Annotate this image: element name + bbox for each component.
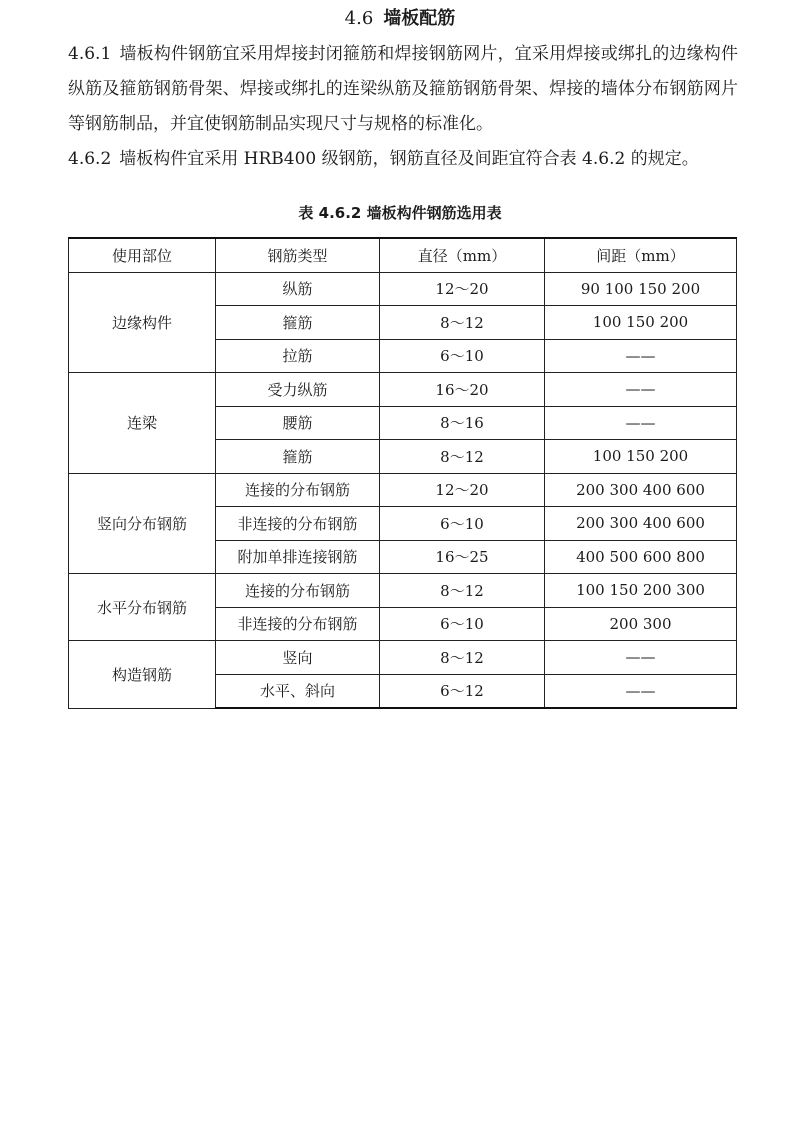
diameter-cell: 12～20 [380, 272, 545, 306]
spacing-cell: 200 300 [545, 607, 737, 641]
spacing-cell: —— [545, 406, 737, 440]
rebar-type-cell: 拉筋 [216, 339, 380, 373]
rebar-type-cell: 非连接的分布钢筋 [216, 507, 380, 541]
diameter-cell: 8～12 [380, 574, 545, 608]
location-cell: 构造钢筋 [69, 641, 216, 709]
rebar-type-cell: 受力纵筋 [216, 373, 380, 407]
diameter-cell: 6～12 [380, 674, 545, 708]
section-title: 墙板配筋 [383, 8, 456, 29]
table-caption: 表 4.6.2 墙板构件钢筋选用表 [298, 204, 502, 222]
rebar-type-cell: 附加单排连接钢筋 [216, 540, 380, 574]
rebar-type-cell: 箍筋 [216, 440, 380, 474]
diameter-cell: 12～20 [380, 473, 545, 507]
location-cell: 竖向分布钢筋 [69, 473, 216, 574]
rebar-type-cell: 非连接的分布钢筋 [216, 607, 380, 641]
rebar-type-cell: 水平、斜向 [216, 674, 380, 708]
rebar-type-cell: 连接的分布钢筋 [216, 574, 380, 608]
clause-4-6-2 [68, 142, 738, 177]
rebar-type-cell: 连接的分布钢筋 [216, 473, 380, 507]
table-header-row [69, 238, 737, 272]
diameter-cell: 8～12 [380, 440, 545, 474]
spacing-cell: —— [545, 339, 737, 373]
spacing-cell: 90 100 150 200 [545, 272, 737, 306]
clause-number: 4.6.1 [68, 44, 112, 64]
section-heading [0, 6, 800, 32]
spacing-cell: 100 150 200 [545, 306, 737, 340]
location-cell: 边缘构件 [69, 272, 216, 373]
table-row [69, 473, 737, 507]
table-row [69, 373, 737, 407]
rebar-type-cell: 箍筋 [216, 306, 380, 340]
diameter-cell: 8～12 [380, 306, 545, 340]
location-cell: 水平分布钢筋 [69, 574, 216, 641]
header-spacing: 间距（mm） [545, 238, 737, 272]
spacing-cell: —— [545, 641, 737, 675]
diameter-cell: 16～20 [380, 373, 545, 407]
diameter-cell: 6～10 [380, 607, 545, 641]
rebar-selection-table [68, 237, 737, 709]
diameter-cell: 6～10 [380, 339, 545, 373]
location-cell: 连梁 [69, 373, 216, 474]
diameter-cell: 8～16 [380, 406, 545, 440]
spacing-cell: —— [545, 373, 737, 407]
clause-number: 4.6.2 [68, 149, 112, 169]
table-row [69, 641, 737, 675]
table-row [69, 574, 737, 608]
rebar-type-cell: 腰筋 [216, 406, 380, 440]
section-number: 4.6 [344, 8, 374, 29]
header-rebar-type: 钢筋类型 [216, 238, 380, 272]
spacing-cell: 100 150 200 [545, 440, 737, 474]
spacing-cell: 200 300 400 600 [545, 473, 737, 507]
spacing-cell: 200 300 400 600 [545, 507, 737, 541]
clause-text: 墙板构件宜采用 HRB400 级钢筋，钢筋直径及间距宜符合表 4.6.2 的规定。 [119, 149, 699, 169]
clause-text: 墙板构件钢筋宜采用焊接封闭箍筋和焊接钢筋网片，宜采用焊接或绑扎的边缘构件纵筋及箍筋钢筋骨架、焊接或绑扎的连梁纵筋及箍筋钢筋骨架、焊接的墙体分布钢筋网片等钢筋制品，并宜使钢筋制品实现尺寸与规格的标准化。 [68, 44, 738, 134]
diameter-cell: 16～25 [380, 540, 545, 574]
header-location: 使用部位 [69, 238, 216, 272]
header-diameter: 直径（mm） [380, 238, 545, 272]
spacing-cell: —— [545, 674, 737, 708]
diameter-cell: 8～12 [380, 641, 545, 675]
spacing-cell: 100 150 200 300 [545, 574, 737, 608]
spacing-cell: 400 500 600 800 [545, 540, 737, 574]
rebar-type-cell: 竖向 [216, 641, 380, 675]
table-row [69, 272, 737, 306]
clause-4-6-1 [68, 37, 738, 142]
diameter-cell: 6～10 [380, 507, 545, 541]
rebar-type-cell: 纵筋 [216, 272, 380, 306]
